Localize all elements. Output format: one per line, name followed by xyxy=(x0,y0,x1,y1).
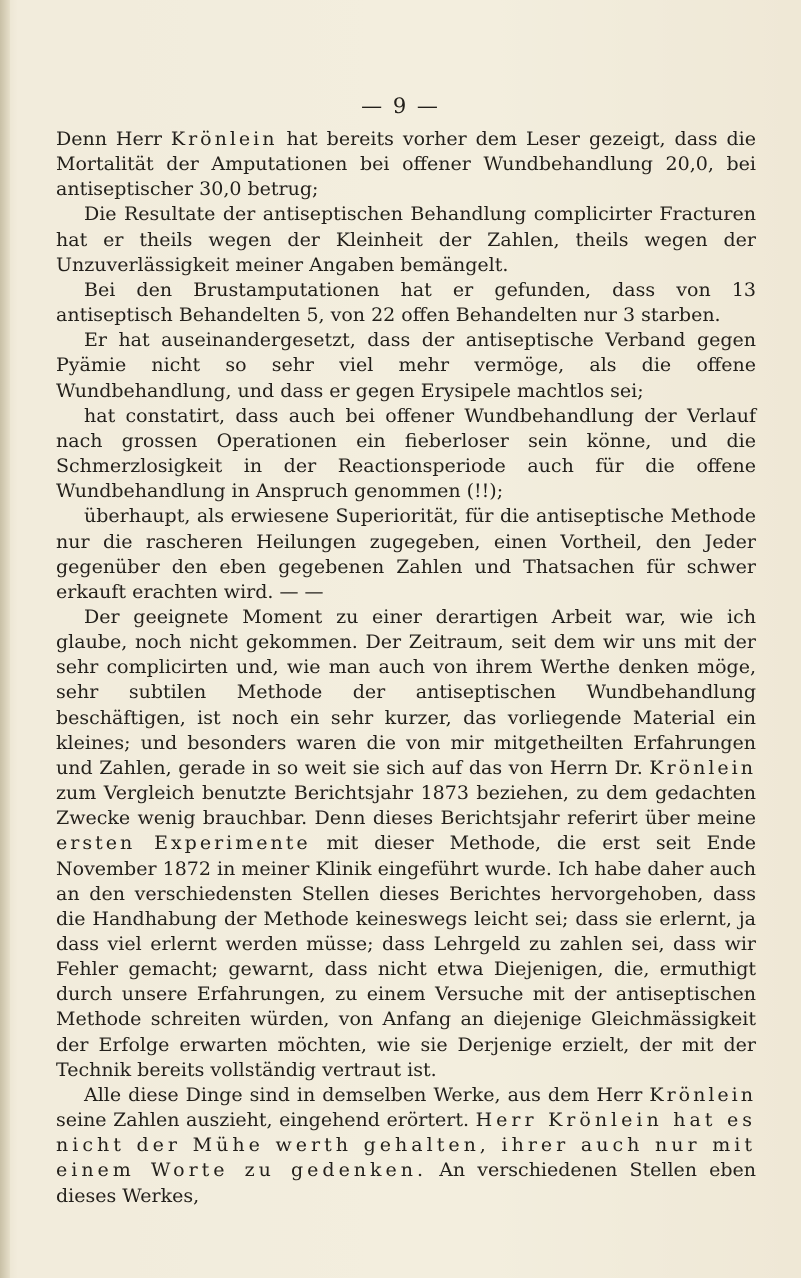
paragraph xyxy=(56,278,756,328)
text-run: zum Vergleich benutzte Berichtsjahr 1873 beziehen, zu dem gedachten Zwecke wenig brauchbar. Denn dieses Berichtsjahr referirt über meine xyxy=(56,782,756,830)
text-run: seine Zahlen auszieht, eingehend erörtert. xyxy=(56,1109,476,1132)
text-run: hat bereits vorher dem Leser gezeigt, dass die Mortalität der Amputationen bei offener Wundbehandlung 20,0, bei antiseptischer 30,0 betrug; xyxy=(56,128,756,201)
paragraph xyxy=(56,1083,756,1209)
text-run: mit dieser Methode, die erst seit Ende November 1872 in meiner Klinik eingeführt wurde. Ich habe daher auch an den verschiedensten Stellen dieses Berichtes hervorgehoben, dass die Handhabung der Methode keineswegs leicht sei; dass sie erlernt, ja dass viel erlernt werden müsse; dass Lehrgeld zu zahlen sei, dass wir Fehler gemacht; gewarnt, dass nicht etwa Diejenigen, die, ermuthigt durch unsere Erfahrungen, zu einem Versuche mit der antiseptischen Methode schreiten würden, von Anfang an diejenige Gleichmässigkeit der Erfolge erwarten möchten, wie sie Derjenige erzielt, der mit der Technik bereits vollständig vertraut ist. xyxy=(56,832,757,1081)
text-run: hat constatirt, dass auch bei offener Wundbehandlung der Verlauf nach grossen Operationen ein fieberloser sein könne, und die Schmerzlosigkeit in der Reactionsperiode auch für die offene Wundbehandlung in Anspruch genommen (!!); xyxy=(56,404,756,503)
text-run: Der geeignete Moment zu einer derartigen Arbeit war, wie ich glaube, noch nicht gekommen. Der Zeitraum, seit dem wir uns mit der sehr complicirten und, wie man auch von ihrem Werthe denken möge, sehr subtilen Methode der antiseptischen Wundbehandlung beschäftigen, ist noch ein sehr kurzer, das vorliegende Material ein kleines; und besonders waren die von mir mitgetheilten Erfahrungen und Zahlen, gerade in so weit sie sich auf das von Herrn Dr. xyxy=(56,605,756,779)
paragraph xyxy=(56,504,756,605)
page-binding-edge xyxy=(0,0,10,1278)
spaced-emphasis-text: Herr Krönlein hat es nicht der Mühe werth gehalten, ihrer auch nur mit einem Worte zu gedenken. xyxy=(56,1109,756,1182)
spaced-emphasis-text: ersten Experimente xyxy=(56,832,311,855)
spaced-emphasis-text: Krönlein xyxy=(170,128,278,150)
body-text xyxy=(56,127,756,1209)
spaced-emphasis-text: Krönlein xyxy=(649,756,756,779)
text-run: überhaupt, als erwiesene Superiorität, für die antiseptische Methode nur die rascheren Heilungen zugegeben, einen Vortheil, den Jeder gegenüber den eben gegebenen Zahlen und Thatsachen für schwer erkauft erachten wird. — — xyxy=(56,505,756,603)
spaced-emphasis-text: Krönlein xyxy=(649,1083,756,1106)
text-run: An verschiedenen Stellen eben dieses Werkes, xyxy=(56,1159,756,1207)
text-run: Bei den Brustamputationen hat er gefunden, dass von 13 antiseptisch Behandelten 5, von 22 offen Behandelten nur 3 starben. xyxy=(56,278,756,327)
paragraph xyxy=(56,404,756,505)
paragraph xyxy=(56,605,756,1083)
text-run: Die Resultate der antiseptischen Behandlung complicirter Fracturen hat er theils wegen der Kleinheit der Zahlen, theils wegen der Unzuverlässigkeit meiner Angaben bemängelt. xyxy=(56,203,756,276)
page-number: — 9 — xyxy=(361,94,440,118)
paragraph xyxy=(56,328,756,403)
paragraph xyxy=(56,127,756,202)
text-run: Denn Herr xyxy=(56,128,171,150)
text-run: Alle diese Dinge sind in demselben Werke, aus dem Herr xyxy=(84,1083,650,1106)
text-run: Er hat auseinandergesetzt, dass der antiseptische Verband gegen Pyämie nicht so sehr viel mehr vermöge, als die offene Wundbehandlung, und dass er gegen Erysipele machtlos sei; xyxy=(56,329,756,402)
paragraph xyxy=(56,202,756,277)
